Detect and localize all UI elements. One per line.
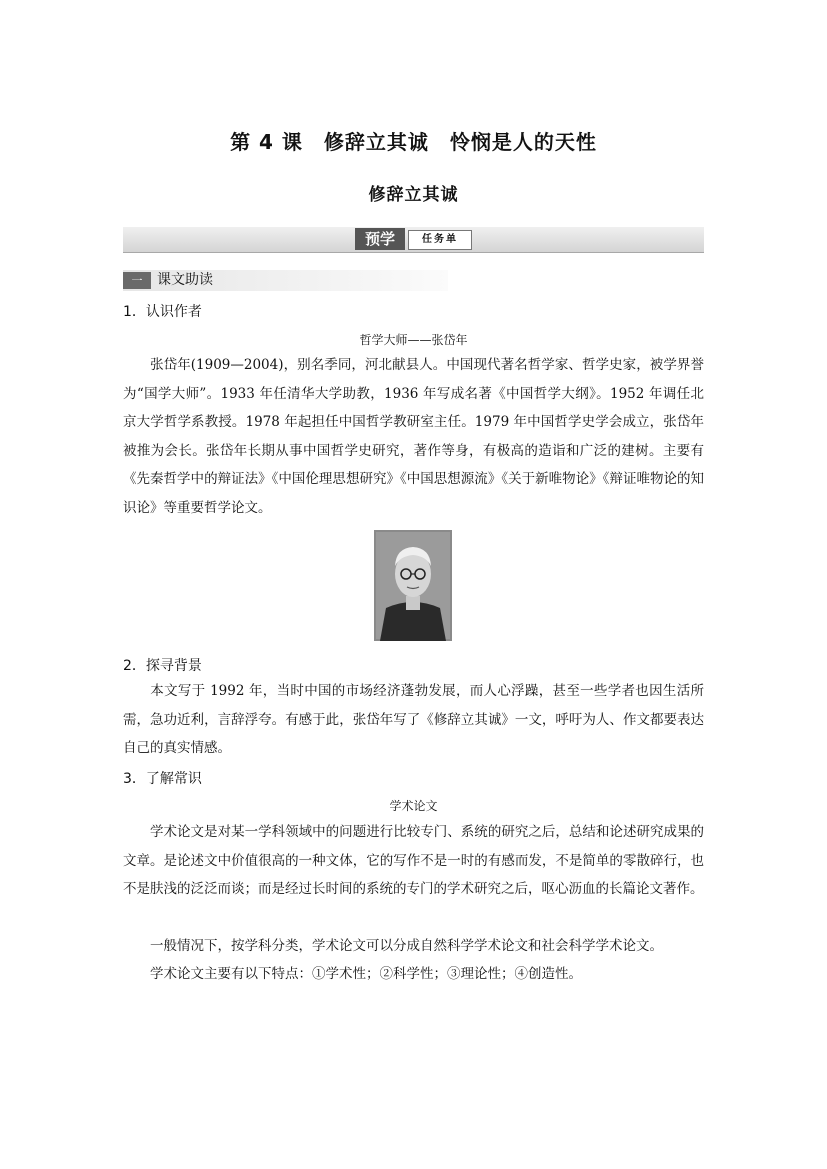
item-heading-background: 2．探寻背景 <box>123 658 202 674</box>
lesson-subtitle: 修辞立其诚 <box>368 185 459 205</box>
item-heading-author: 1．认识作者 <box>123 304 202 320</box>
background-paragraph-text: 本文写于 1992 年，当时中国的市场经济蓬勃发展，而人心浮躁，甚至一些学者也因生活所需，急功近利，言辞浮夸。有感于此，张岱年写了《修辞立其诚》一文，呼吁为人、作文都要表达自己的真实情感。 <box>123 683 704 756</box>
knowledge-paragraph-1 <box>123 818 704 904</box>
knowledge-paragraph-3-text: 学术论文主要有以下特点：①学术性；②科学性；③理论性；④创造性。 <box>150 966 582 982</box>
knowledge-paragraph-2-text: 一般情况下，按学科分类，学术论文可以分成自然科学学术论文和社会科学学术论文。 <box>150 938 663 954</box>
banner-main-label: 预学 <box>355 228 405 250</box>
preview-banner <box>123 227 704 253</box>
item-heading-knowledge: 3．了解常识 <box>123 771 202 787</box>
author-paragraph-text: 张岱年(1909—2004)，别名季同，河北献县人。中国现代著名哲学家、哲学史家，被学界誉为“国学大师”。1933 年任清华大学助教，1936 年写成名著《中国哲学大纲》。1952 年调任北京大学哲学系教授。1978 年起担任中国哲学教研室主任。1979 年中国哲学史学会成立，张岱年被推为会长。张岱年长期从事中国哲学史研究，著作等身，有极高的造诣和广泛的建树。主要有《先秦哲学中的辩证法》《中国伦理思想研究》《中国思想源流》《关于新唯物论》《辩证唯物论的知识论》等重要哲学论文。 <box>123 357 704 516</box>
banner-sub-label: 任务单 <box>408 230 472 250</box>
knowledge-paragraph-1-text: 学术论文是对某一学科领域中的问题进行比较专门、系统的研究之后，总结和论述研究成果的文章。是论述文中价值很高的一种文体，它的写作不是一时的有感而发，不是简单的零散碎行，也不是肤浅的泛泛而谈；而是经过长时间的系统的专门的学术研究之后，呕心沥血的长篇论文著作。 <box>123 824 704 897</box>
knowledge-caption: 学术论文 <box>389 799 438 813</box>
knowledge-paragraph-3 <box>123 960 704 989</box>
section-header <box>123 270 448 291</box>
section-number: 一 <box>123 272 151 289</box>
knowledge-paragraph-2 <box>123 932 704 961</box>
background-paragraph <box>123 677 704 763</box>
section-label: 课文助读 <box>157 272 213 288</box>
author-portrait <box>374 530 452 641</box>
author-caption: 哲学大师——张岱年 <box>359 333 468 347</box>
lesson-title: 第 4 课 修辞立其诚 怜悯是人的天性 <box>230 130 597 154</box>
author-paragraph <box>123 351 704 522</box>
